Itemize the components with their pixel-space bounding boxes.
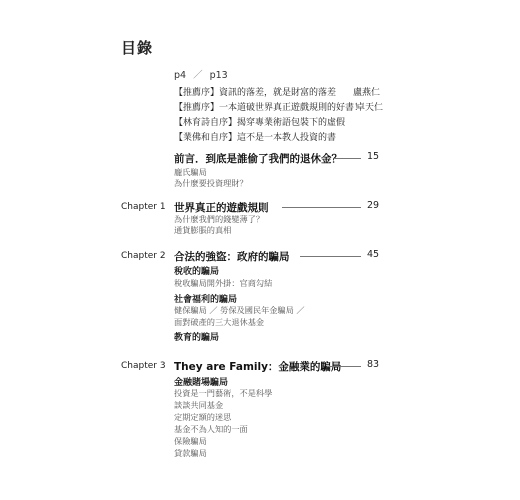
sub-item: 為什麼我們的錢變薄了？ <box>174 214 265 224</box>
sub-item: 健保騙局 ／ 勞保及國民年金騙局 ／ <box>174 305 305 315</box>
sub-item: 為什麼要投資理財？ <box>174 178 248 188</box>
section-title: 稅收的騙局 <box>174 267 220 277</box>
chapter-title: 前言．到底是誰偷了我們的退休金？ <box>174 153 342 165</box>
chapter-page: 45 <box>367 249 380 260</box>
preface-item: 【推薦序】資訊的落差，就是財富的落差 <box>174 88 337 98</box>
section-title: 教育的騙局 <box>174 333 220 343</box>
preface-item: 【業佛和自序】這不是一本教人投資的書 <box>174 133 337 143</box>
chapter-label: Chapter 2 <box>121 251 166 261</box>
sub-item: 貸款騙局 <box>174 448 207 458</box>
chapter-label: Chapter 1 <box>121 202 166 212</box>
sub-item: 保險騙局 <box>174 436 207 446</box>
sub-item: 龐氏騙局 <box>174 167 207 177</box>
toc-heading: 目錄 <box>121 39 154 57</box>
sub-item: 稅收騙局開外掛：官商勾結 <box>174 278 273 288</box>
preface-item: 【林育詩自序】揭穿專業術語包裝下的虛假 <box>174 118 346 128</box>
sub-item: 定期定額的迷思 <box>174 412 232 422</box>
page-range-start: p4 <box>174 70 187 81</box>
chapter-page: 15 <box>367 151 380 162</box>
sub-item: 投資是一門藝術，不是科學 <box>174 388 273 398</box>
section-title: 社會福利的騙局 <box>174 295 238 305</box>
sub-item: 基金不為人知的一面 <box>174 424 248 434</box>
preface-item: 【推薦序】一本道破世界真正遊戲規則的好書！ <box>174 103 364 113</box>
sub-item: 談談共同基金 <box>174 400 224 410</box>
chapter-title: 世界真正的遊戲規則 <box>174 202 269 214</box>
leader-rule <box>327 366 361 367</box>
section-title: 金融賭場騙局 <box>174 378 229 388</box>
leader-rule <box>300 256 361 257</box>
chapter-title: They are Family：金融業的騙局 <box>174 361 342 373</box>
chapter-title: 合法的強盜：政府的騙局 <box>174 251 290 263</box>
page-range-end: p13 <box>209 70 228 81</box>
preface-author: 盧燕仁 <box>353 88 381 98</box>
chapter-page: 29 <box>367 200 380 211</box>
sub-item: 通貨膨脹的真相 <box>174 225 232 235</box>
leader-rule <box>282 207 361 208</box>
sub-item: 面對破產的三大退休基金 <box>174 317 265 327</box>
slash-divider: ／ <box>193 70 203 81</box>
chapter-label: Chapter 3 <box>121 361 166 371</box>
chapter-page: 83 <box>367 359 380 370</box>
page-range <box>174 67 228 81</box>
leader-rule <box>335 158 361 159</box>
preface-author: 卓天仁 <box>356 103 384 113</box>
